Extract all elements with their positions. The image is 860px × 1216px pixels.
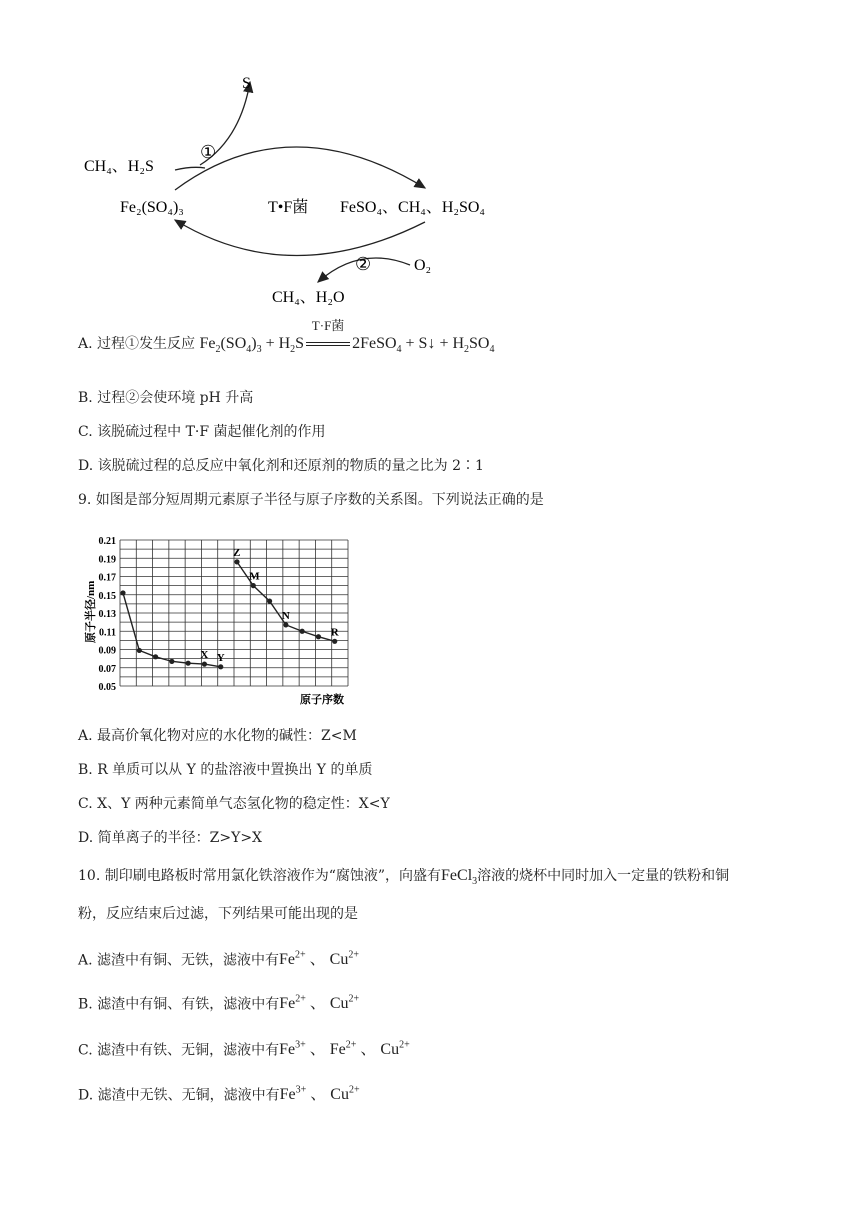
step-2-label: ② [355, 254, 372, 274]
y-tick-label: 0.13 [98, 609, 116, 620]
q10-option-c-text: C. 滤渣中有铁、无铜，滤液中有 [78, 1042, 280, 1059]
y-tick-label: 0.11 [99, 627, 116, 639]
data-point [120, 590, 125, 595]
input-line [175, 167, 205, 170]
q9-option-b: B. R 单质可以从 Y 的盐溶液中置换出 Y 的单质 [78, 762, 373, 778]
right-species-label: FeSO₄、CH₄、H₂SO₄ [340, 199, 486, 216]
data-point [186, 661, 191, 666]
q9-option-a: A. 最高价氧化物对应的水化物的碱性：Z<M [78, 728, 357, 744]
data-point [300, 629, 305, 634]
point-label-Z: Z [233, 546, 241, 559]
y-tick-label: 0.15 [98, 590, 116, 602]
chart-point-labels [200, 547, 339, 664]
y-tick-label: 0.19 [98, 554, 116, 566]
y-tick-label: 0.07 [98, 663, 116, 675]
data-point [234, 559, 239, 564]
y-tick-label: 0.21 [98, 536, 116, 547]
tf-bacteria-label: T•F菌 [268, 199, 309, 216]
q10-option-b-text: B. 滤渣中有铜、有铁，滤液中有 [78, 996, 280, 1013]
y-tick-label: 0.05 [98, 682, 116, 693]
o2-label: O₂ [414, 257, 432, 274]
fe2so43-label: Fe₂(SO₄)₃ [120, 199, 184, 216]
q9-option-c: C. X、Y 两种元素简单气态氢化物的稳定性：X<Y [78, 796, 390, 812]
data-point [218, 664, 223, 669]
point-label-R: R [330, 626, 339, 639]
q10-option-a-text: A. 滤渣中有铜、无铁，滤液中有 [78, 952, 280, 969]
q9-stem: 9. 如图是部分短周期元素原子半径与原子序数的关系图。下列说法正确的是 [78, 492, 544, 508]
q10-option-b [78, 990, 359, 1014]
data-point [169, 659, 174, 664]
data-point [137, 648, 142, 653]
product-s: S [242, 75, 251, 92]
atomic-radius-chart [78, 528, 368, 708]
reaction-condition: T·F菌 [311, 318, 345, 333]
q10-option-b-ions: $Fe^{2+}$ 、 $Cu^{2+}$ [279, 994, 360, 1013]
q10-option-a [78, 946, 359, 970]
q8-option-c: C. 该脱硫过程中 T·F 菌起催化剂的作用 [78, 424, 326, 440]
y-tick-label: 0.09 [98, 645, 116, 657]
q10-option-d-ions: $Fe^{3+}$ 、 $Cu^{2+}$ [279, 1085, 360, 1104]
data-point [251, 583, 256, 588]
chart-grid [120, 540, 348, 686]
q8-option-d: D. 该脱硫过程的总反应中氧化剂和还原剂的物质的量之比为 2∶1 [78, 458, 484, 474]
point-label-Y: Y [216, 651, 225, 664]
data-point [316, 634, 321, 639]
chart-x-label: 原子序数 [300, 694, 344, 706]
point-label-M: M [249, 570, 260, 583]
point-label-N: N [281, 609, 290, 622]
data-point [332, 639, 337, 644]
q10-option-a-ions: $Fe^{2+}$ 、 $Cu^{2+}$ [279, 950, 359, 969]
y-tick-label: 0.17 [98, 572, 116, 584]
q10-stem-part1: 10. 制印刷电路板时常用氯化铁溶液作为“腐蚀液”，向盛有 [78, 868, 442, 884]
fecl3-formula: FeCl$_3$ [441, 867, 478, 888]
chart-y-ticks [99, 536, 117, 693]
q10-stem-line1 [78, 866, 729, 892]
q9-option-d: D. 简单离子的半径：Z>Y>X [78, 830, 263, 846]
reactant-ch4-h2s: CH₄、H₂S [84, 158, 154, 175]
q8-option-a [78, 318, 495, 360]
backward-arc [175, 220, 425, 256]
q10-option-c-ions: $Fe^{3+}$ 、 $Fe^{2+}$ 、 $Cu^{2+}$ [279, 1040, 410, 1059]
q8-option-a-text: A. 过程①发生反应 [78, 336, 196, 352]
point-label-X: X [200, 649, 209, 662]
q10-option-d [78, 1081, 360, 1105]
product-ch4-h2o: CH₄、H₂O [272, 289, 345, 306]
q10-option-d-text: D. 滤渣中无铁、无铜，滤液中有 [78, 1087, 280, 1104]
q10-stem-line2: 粉，反应结束后过滤，下列结果可能出现的是 [78, 906, 358, 922]
data-point [283, 622, 288, 627]
data-point [153, 654, 158, 659]
chart-y-label: 原子半径/nm [85, 580, 97, 643]
q10-option-c [78, 1036, 410, 1060]
q8-option-b: B. 过程②会使环境 pH 升高 [78, 390, 254, 406]
step-1-label: ① [200, 142, 217, 162]
data-point [267, 599, 272, 604]
q10-stem-part2: 溶液的烧杯中同时加入一定量的铁粉和铜 [477, 868, 730, 884]
reaction-equation: $Fe_2(SO_4)_3 + H_2S$ T·F菌 2FeSO$_4$ + S↓ + $H_2SO_4$ [199, 318, 495, 356]
data-point [202, 662, 207, 667]
sulfur-cycle-diagram [80, 70, 540, 310]
